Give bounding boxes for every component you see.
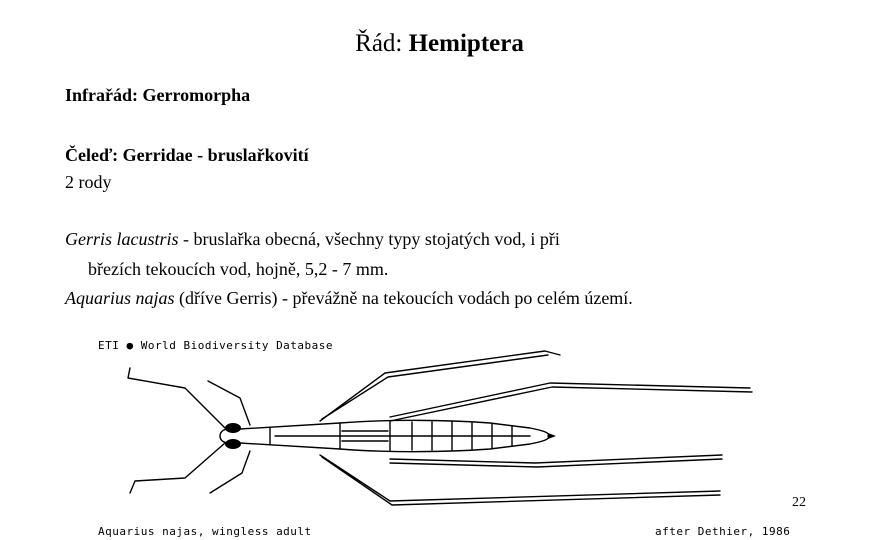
species-entry-1-line1 bbox=[65, 228, 560, 250]
figure-caption-left: Aquarius najas, wingless adult bbox=[98, 525, 312, 538]
water-strider-figure bbox=[90, 333, 790, 540]
species-name-2: Aquarius najas bbox=[65, 288, 175, 308]
species-name-1: Gerris lacustris bbox=[65, 229, 179, 249]
title-prefix: Řád: bbox=[355, 30, 409, 57]
family-heading: Čeleď: Gerridae - bruslařkovití bbox=[65, 145, 309, 165]
figure-source-label: ETI ● World Biodiversity Database bbox=[98, 339, 334, 352]
page-number: 22 bbox=[792, 495, 806, 510]
slide-title bbox=[0, 29, 879, 59]
species-desc-1a: - bruslařka obecná, všechny typy stojatých vod, i při bbox=[178, 229, 560, 249]
species-entry-1-line2: březích tekoucích vod, hojně, 5,2 - 7 mm. bbox=[88, 259, 389, 279]
genera-count: 2 rody bbox=[65, 172, 112, 192]
infraorder-heading: Infrařád: Gerromorpha bbox=[65, 85, 251, 105]
title-main: Hemiptera bbox=[408, 30, 524, 57]
figure-caption-right: after Dethier, 1986 bbox=[655, 525, 791, 538]
species-entry-2 bbox=[65, 287, 633, 309]
water-strider-drawing bbox=[90, 333, 790, 540]
species-desc-2: (dříve Gerris) - převážně na tekoucích vodách po celém území. bbox=[174, 288, 633, 308]
